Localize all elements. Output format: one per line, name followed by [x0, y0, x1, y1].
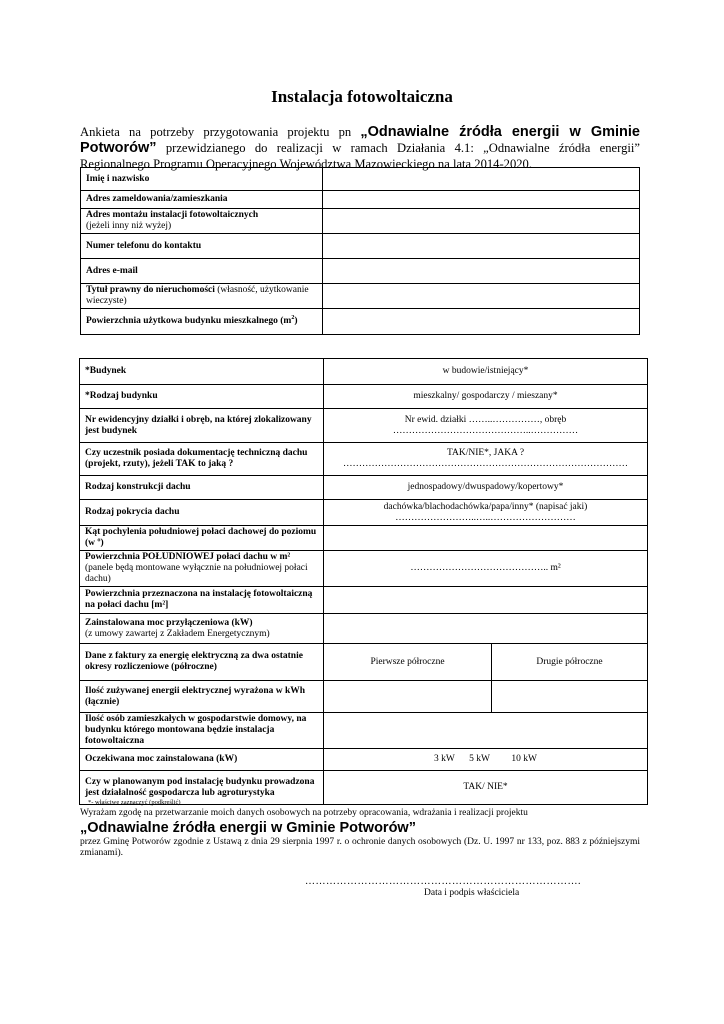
legal-title-label: Tytuł prawny do nieruchomości (własność, użytkowanie wieczyste)	[81, 284, 323, 309]
roof-covering-label: Rodzaj pokrycia dachu	[80, 500, 324, 526]
address-field[interactable]	[323, 191, 640, 209]
roof-covering-field[interactable]: dachówka/blachodachówka/papa/inny* (napisać jaki) ……………………..…..………………………	[324, 500, 648, 526]
install-address-label: Adres montażu instalacji fotowoltaicznych (jeżeli inny niż wyżej)	[81, 209, 323, 234]
consent-project-name: „Odnawialne źródła energii w Gminie Potworów”	[80, 820, 416, 836]
household-size-field[interactable]	[324, 713, 648, 749]
personal-data-table	[80, 167, 640, 335]
connection-power-label: Zainstalowana moc przyłączeniowa (kW) (z umowy zawartej z Zakładem Energetycznym)	[80, 614, 324, 644]
business-activity-field[interactable]: TAK/ NIE*	[324, 771, 648, 805]
business-activity-label: Czy w planowanym pod instalację budynku prowadzona jest działalność gospodarcza lub agroturystyka	[80, 771, 324, 805]
first-half-year-cell: Pierwsze półroczne	[324, 644, 492, 681]
plot-number-field[interactable]: Nr ewid. działki ……..……………, obręb ……………………………………..……………	[324, 409, 648, 443]
plot-number-label: Nr ewidencyjny działki i obręb, na której zlokalizowany jest budynek	[80, 409, 324, 443]
consent-law-text: przez Gminę Potworów zgodnie z Ustawą z dnia 29 sierpnia 1997 r. o ochronie danych osobowych (Dz. U. 1997 nr 133, poz. 883 z późniejszymi zmianami).	[80, 837, 640, 858]
building-label: *Budynek	[80, 359, 324, 385]
roof-construction-label: Rodzaj konstrukcji dachu	[80, 476, 324, 500]
footnote: *- właściwe zaznaczyć (podkreślić)	[88, 799, 181, 806]
intro-lead: Ankieta na potrzeby przygotowania projektu pn	[80, 125, 361, 139]
email-field[interactable]	[323, 259, 640, 284]
building-data-table	[79, 358, 648, 805]
power-option-10kw[interactable]: 10 kW	[511, 754, 537, 764]
email-label: Adres e-mail	[81, 259, 323, 284]
name-field[interactable]	[323, 168, 640, 191]
power-option-5kw[interactable]: 5 kW	[469, 754, 490, 764]
floor-area-field[interactable]	[323, 309, 640, 335]
energy-usage-first-field[interactable]	[324, 681, 492, 713]
page-title: Instalacja fotowoltaiczna	[271, 87, 453, 106]
name-label: Imię i nazwisko	[81, 168, 323, 191]
intro-project-name: „Odnawialne źródła energii w Gminie Potworów”	[80, 124, 640, 156]
intro-paragraph	[80, 124, 640, 172]
connection-power-field[interactable]	[324, 614, 648, 644]
legal-title-field[interactable]	[323, 284, 640, 309]
floor-area-label: Powierzchnia użytkowa budynku mieszkalnego $(m^2)$	[81, 309, 323, 335]
household-size-label: Ilość osób zamieszkałych w gospodarstwie domowy, na budynku którego montowana będzie instalacja fotowoltaiczna	[80, 713, 324, 749]
invoice-data-label: Dane z faktury za energię elektryczną za dwa ostatnie okresy rozliczeniowe (półroczne)	[80, 644, 324, 681]
consent-section	[80, 808, 640, 859]
signature-label: Data i podpis właściciela	[424, 888, 520, 898]
south-roof-area-label: Powierzchnia POŁUDNIOWEJ połaci dachu w m² (panele będą montowane wyłącznie na południowej połaci dachu)	[80, 551, 324, 587]
building-type-field[interactable]: mieszkalny/ gospodarczy / mieszany*	[324, 385, 648, 409]
energy-usage-second-field[interactable]	[492, 681, 648, 713]
roof-docs-label: Czy uczestnik posiada dokumentację techniczną dachu (projekt, rzuty), jeżeli TAK to jaką ?	[80, 443, 324, 476]
building-status-field[interactable]: w budowie/istniejący*	[324, 359, 648, 385]
consent-line: Wyrażam zgodę na przetwarzanie moich danych osobowych na potrzeby opracowania, wdrażania i realizacji projektu	[80, 808, 528, 818]
roof-angle-field[interactable]	[324, 526, 648, 551]
building-type-label: *Rodzaj budynku	[80, 385, 324, 409]
roof-angle-label: Kąt pochylenia południowej połaci dachowej do poziomu (w º)	[80, 526, 324, 551]
address-label: Adres zameldowania/zamieszkania	[81, 191, 323, 209]
south-roof-area-field[interactable]: …………………………………….. m²	[324, 551, 648, 587]
pv-area-label: Powierzchnia przeznaczona na instalację fotowoltaiczną na połaci dachu [m²]	[80, 587, 324, 614]
phone-field[interactable]	[323, 234, 640, 259]
intro-rest: przewidzianego do realizacji w ramach Działania 4.1: „Odnawialne źródła energii” Regionalnego Programu Operacyjnego Województwa Mazowieckiego na lata 2014-2020.	[80, 141, 640, 171]
pv-area-field[interactable]	[324, 587, 648, 614]
signature-line[interactable]: …………………………………………………………………….	[305, 876, 581, 887]
second-half-year-cell: Drugie półroczne	[492, 644, 648, 681]
power-option-3kw[interactable]: 3 kW	[434, 754, 455, 764]
phone-label: Numer telefonu do kontaktu	[81, 234, 323, 259]
install-address-field[interactable]	[323, 209, 640, 234]
expected-power-field[interactable]	[324, 749, 648, 771]
expected-power-label: Oczekiwana moc zainstalowana (kW)	[80, 749, 324, 771]
roof-construction-field[interactable]: jednospadowy/dwuspadowy/kopertowy*	[324, 476, 648, 500]
energy-usage-label: Ilość zużywanej energii elektrycznej wyrażona w kWh (łącznie)	[80, 681, 324, 713]
roof-docs-field[interactable]: TAK/NIE*, JAKA ? ………………………………………………………………………………	[324, 443, 648, 476]
